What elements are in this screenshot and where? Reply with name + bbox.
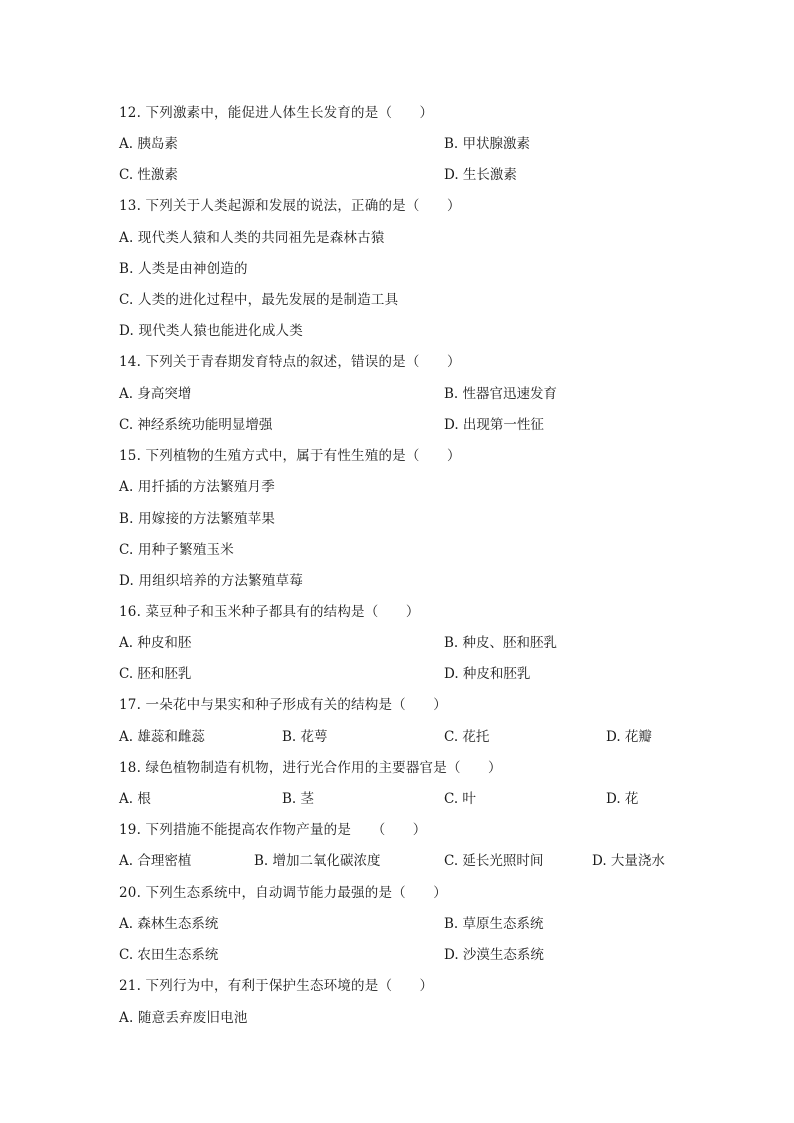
option-d: D. 花 [606,791,639,807]
option-d: D. 花瓣 [606,729,652,745]
option-a: A. 随意丢弃废旧电池 [119,1010,248,1026]
option-a: A. 合理密植 [119,853,192,869]
question-14-options-row-2 [0,416,794,434]
question-19-stem: 19. 下列措施不能提高农作物产量的是 （ ） [119,822,427,838]
question-20-options-row-1 [0,915,794,933]
option-b: B. 用嫁接的方法繁殖苹果 [119,511,276,527]
option-a: A. 身高突增 [119,386,192,402]
option-a: A. 胰岛素 [119,136,178,152]
question-14-options-row-1 [0,385,794,403]
question-12-options-row-2 [0,166,794,184]
option-a: A. 雄蕊和雌蕊 [119,729,205,745]
option-b: B. 性器官迅速发育 [444,386,558,402]
option-c: C. 用种子繁殖玉米 [119,542,234,558]
question-14-stem: 14. 下列关于青春期发育特点的叙述，错误的是（ ） [119,354,461,370]
option-d: D. 沙漠生态系统 [444,947,544,963]
option-a: A. 种皮和胚 [119,635,192,651]
question-19-options-row [0,852,794,870]
option-c: C. 人类的进化过程中，最先发展的是制造工具 [119,292,399,308]
option-c: C. 胚和胚乳 [119,666,192,682]
option-d: D. 大量浇水 [592,853,665,869]
option-d: D. 种皮和胚乳 [444,666,531,682]
question-20-stem: 20. 下列生态系统中，自动调节能力最强的是（ ） [119,885,447,901]
question-16-options-row-2 [0,665,794,683]
question-18-options-row [0,790,794,808]
option-c: C. 性激素 [119,167,178,183]
option-a: A. 用扦插的方法繁殖月季 [119,479,275,495]
question-12-stem: 12. 下列激素中，能促进人体生长发育的是（ ） [119,105,434,121]
option-a: A. 现代类人猿和人类的共同祖先是森林古猿 [119,230,385,246]
option-b: B. 人类是由神创造的 [119,261,248,277]
option-c: C. 叶 [444,791,476,807]
question-20-options-row-2 [0,946,794,964]
option-d: D. 用组织培养的方法繁殖草莓 [119,573,303,589]
option-b: B. 花萼 [282,729,328,745]
option-b: B. 增加二氧化碳浓度 [254,853,381,869]
question-17-stem: 17. 一朵花中与果实和种子形成有关的结构是（ ） [119,697,447,713]
option-c: C. 农田生态系统 [119,947,219,963]
option-d: D. 生长激素 [444,167,517,183]
option-b: B. 甲状腺激素 [444,136,531,152]
option-c: C. 延长光照时间 [444,853,544,869]
option-b: B. 草原生态系统 [444,916,544,932]
option-a: A. 森林生态系统 [119,916,219,932]
option-d: D. 现代类人猿也能进化成人类 [119,323,303,339]
question-21-stem: 21. 下列行为中，有利于保护生态环境的是（ ） [119,978,434,994]
option-a: A. 根 [119,791,151,807]
question-16-stem: 16. 菜豆种子和玉米种子都具有的结构是（ ） [119,604,420,620]
option-d: D. 出现第一性征 [444,417,544,433]
question-15-stem: 15. 下列植物的生殖方式中，属于有性生殖的是（ ） [119,448,461,464]
question-16-options-row-1 [0,634,794,652]
option-c: C. 花托 [444,729,490,745]
option-c: C. 神经系统功能明显增强 [119,417,273,433]
question-13-stem: 13. 下列关于人类起源和发展的说法，正确的是（ ） [119,198,461,214]
option-b: B. 茎 [282,791,315,807]
question-17-options-row [0,728,794,746]
question-18-stem: 18. 绿色植物制造有机物，进行光合作用的主要器官是（ ） [119,760,502,776]
option-b: B. 种皮、胚和胚乳 [444,635,558,651]
question-12-options-row-1 [0,135,794,153]
